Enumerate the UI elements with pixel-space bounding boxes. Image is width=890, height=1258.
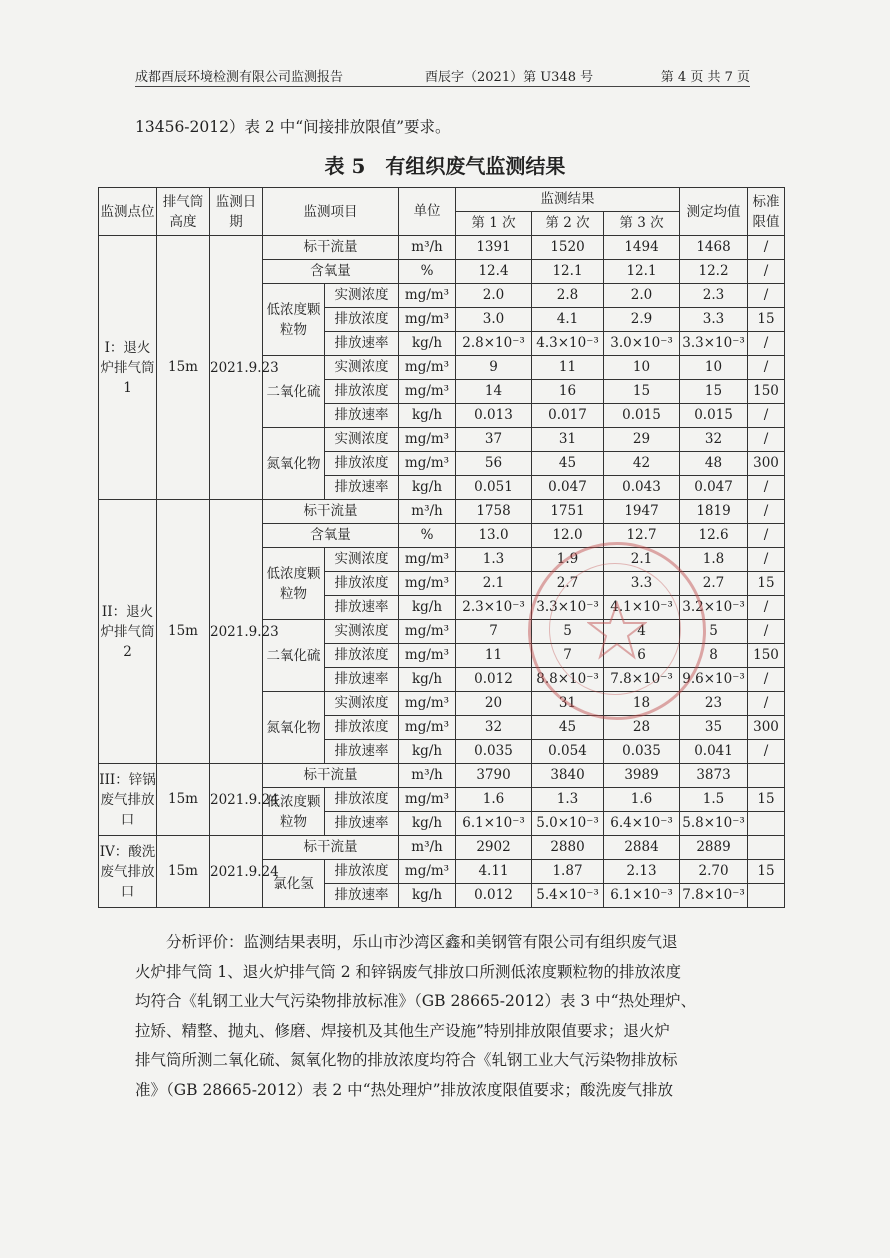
value-average: 5.8×10⁻³ <box>680 812 748 836</box>
header-rule <box>135 86 750 87</box>
subitem-measured: 实测浓度 <box>325 548 399 572</box>
table-title: 表 5 有组织废气监测结果 <box>324 154 566 178</box>
value-run2: 0.017 <box>532 404 604 428</box>
value-average: 2889 <box>680 836 748 860</box>
value-limit <box>748 836 785 860</box>
pollutant-nox: 氮氧化物 <box>263 428 325 500</box>
subitem-emission: 排放浓度 <box>325 572 399 596</box>
value-limit: / <box>748 332 785 356</box>
subitem-measured: 实测浓度 <box>325 356 399 380</box>
value-run2: 12.0 <box>532 524 604 548</box>
subitem-emission: 排放浓度 <box>325 716 399 740</box>
value-run3: 29 <box>604 428 680 452</box>
value-run2: 1.3 <box>532 788 604 812</box>
value-average: 0.047 <box>680 476 748 500</box>
value-run3: 28 <box>604 716 680 740</box>
value-average: 15 <box>680 380 748 404</box>
value-run2: 3840 <box>532 764 604 788</box>
value-run3: 1.6 <box>604 788 680 812</box>
point-name: III：锌锅废气排放口 <box>99 764 157 836</box>
value-run1: 1.3 <box>456 548 532 572</box>
value-run1: 14 <box>456 380 532 404</box>
point-name: II：退火炉排气筒 2 <box>99 500 157 764</box>
value-limit: 150 <box>748 644 785 668</box>
value-run2: 5.4×10⁻³ <box>532 884 604 908</box>
value-run1: 1.6 <box>456 788 532 812</box>
value-average: 3.3 <box>680 308 748 332</box>
header-run-2: 第 2 次 <box>532 212 604 236</box>
unit-cell: % <box>399 260 456 284</box>
value-average: 0.015 <box>680 404 748 428</box>
value-average: 2.3 <box>680 284 748 308</box>
unit-cell: m³/h <box>399 236 456 260</box>
header-height: 排气筒高度 <box>157 188 210 236</box>
value-run1: 37 <box>456 428 532 452</box>
value-average: 8 <box>680 644 748 668</box>
subitem-rate: 排放速率 <box>325 596 399 620</box>
unit-cell: kg/h <box>399 812 456 836</box>
subitem-measured: 实测浓度 <box>325 428 399 452</box>
value-average: 1468 <box>680 236 748 260</box>
point-name: IV：酸洗废气排放口 <box>99 836 157 908</box>
value-limit: 300 <box>748 452 785 476</box>
value-limit: / <box>748 548 785 572</box>
value-limit: 15 <box>748 788 785 812</box>
unit-cell: kg/h <box>399 404 456 428</box>
value-limit: / <box>748 404 785 428</box>
value-limit: 300 <box>748 716 785 740</box>
header-company: 成都酉辰环境检测有限公司监测报告 <box>135 70 344 85</box>
value-run1: 0.013 <box>456 404 532 428</box>
value-limit: 15 <box>748 308 785 332</box>
value-run3: 7.8×10⁻³ <box>604 668 680 692</box>
value-average: 1.8 <box>680 548 748 572</box>
value-run2: 12.1 <box>532 260 604 284</box>
value-run2: 31 <box>532 428 604 452</box>
value-run3: 4 <box>604 620 680 644</box>
value-run3: 6 <box>604 644 680 668</box>
value-average: 9.6×10⁻³ <box>680 668 748 692</box>
value-run3: 6.1×10⁻³ <box>604 884 680 908</box>
value-limit: / <box>748 236 785 260</box>
value-run1: 2.1 <box>456 572 532 596</box>
value-run3: 2.1 <box>604 548 680 572</box>
value-average: 3.3×10⁻³ <box>680 332 748 356</box>
header-run-1: 第 1 次 <box>456 212 532 236</box>
value-average: 0.041 <box>680 740 748 764</box>
value-run3: 0.043 <box>604 476 680 500</box>
value-run3: 6.4×10⁻³ <box>604 812 680 836</box>
point-height: 15m <box>157 764 210 836</box>
pollutant-pm: 低浓度颗粒物 <box>263 788 325 836</box>
pollutant-hcl: 氯化氢 <box>263 860 325 908</box>
value-run1: 4.11 <box>456 860 532 884</box>
value-average: 5 <box>680 620 748 644</box>
value-average: 7.8×10⁻³ <box>680 884 748 908</box>
unit-cell: kg/h <box>399 476 456 500</box>
point-name: I：退火炉排气筒 1 <box>99 236 157 500</box>
analysis-line: 均符合《轧钢工业大气污染物排放标准》（GB 28665-2012）表 3 中“热处理炉、 <box>135 992 697 1010</box>
value-limit: / <box>748 524 785 548</box>
value-limit: / <box>748 620 785 644</box>
value-run3: 15 <box>604 380 680 404</box>
header-report-number: 酉辰字（2021）第 U348 号 <box>425 70 594 85</box>
value-run3: 1947 <box>604 500 680 524</box>
header-average: 测定均值 <box>680 188 748 236</box>
subitem-emission: 排放浓度 <box>325 380 399 404</box>
value-run3: 12.1 <box>604 260 680 284</box>
value-limit <box>748 764 785 788</box>
header-point: 监测点位 <box>99 188 157 236</box>
value-run3: 3.3 <box>604 572 680 596</box>
analysis-line: 火炉排气筒 1、退火炉排气筒 2 和锌锅废气排放口所测低浓度颗粒物的排放浓度 <box>135 962 682 981</box>
value-average: 48 <box>680 452 748 476</box>
value-run3: 18 <box>604 692 680 716</box>
unit-cell: mg/m³ <box>399 308 456 332</box>
unit-cell: mg/m³ <box>399 692 456 716</box>
value-run1: 6.1×10⁻³ <box>456 812 532 836</box>
value-run2: 11 <box>532 356 604 380</box>
unit-cell: % <box>399 524 456 548</box>
value-run1: 0.051 <box>456 476 532 500</box>
intro-line: 13456-2012）表 2 中“间接排放限值”要求。 <box>135 118 451 136</box>
value-run2: 45 <box>532 452 604 476</box>
value-limit: / <box>748 740 785 764</box>
subitem-measured: 实测浓度 <box>325 692 399 716</box>
item-flow: 标干流量 <box>263 836 399 860</box>
point-height: 15m <box>157 236 210 500</box>
value-run1: 13.0 <box>456 524 532 548</box>
subitem-rate: 排放速率 <box>325 668 399 692</box>
value-run2: 2880 <box>532 836 604 860</box>
unit-cell: mg/m³ <box>399 860 456 884</box>
header-date: 监测日期 <box>210 188 263 236</box>
value-limit: 150 <box>748 380 785 404</box>
pollutant-nox: 氮氧化物 <box>263 692 325 764</box>
value-run2: 7 <box>532 644 604 668</box>
value-run2: 31 <box>532 692 604 716</box>
unit-cell: mg/m³ <box>399 788 456 812</box>
unit-cell: mg/m³ <box>399 572 456 596</box>
value-run1: 7 <box>456 620 532 644</box>
unit-cell: kg/h <box>399 668 456 692</box>
item-flow: 标干流量 <box>263 500 399 524</box>
value-run2: 2.7 <box>532 572 604 596</box>
value-run2: 5 <box>532 620 604 644</box>
value-average: 1819 <box>680 500 748 524</box>
item-flow: 标干流量 <box>263 236 399 260</box>
item-oxygen: 含氧量 <box>263 524 399 548</box>
point-date: 2021.9.23 <box>210 500 263 764</box>
unit-cell: kg/h <box>399 332 456 356</box>
value-average: 3.2×10⁻³ <box>680 596 748 620</box>
subitem-rate: 排放速率 <box>325 404 399 428</box>
value-average: 2.7 <box>680 572 748 596</box>
subitem-rate: 排放速率 <box>325 812 399 836</box>
unit-cell: mg/m³ <box>399 284 456 308</box>
header-run-3: 第 3 次 <box>604 212 680 236</box>
unit-cell: mg/m³ <box>399 620 456 644</box>
value-run3: 0.035 <box>604 740 680 764</box>
value-limit: / <box>748 476 785 500</box>
value-run2: 4.3×10⁻³ <box>532 332 604 356</box>
header-results: 监测结果 <box>456 188 680 212</box>
unit-cell: mg/m³ <box>399 380 456 404</box>
value-run3: 0.015 <box>604 404 680 428</box>
unit-cell: kg/h <box>399 740 456 764</box>
pollutant-pm: 低浓度颗粒物 <box>263 284 325 356</box>
value-run2: 1.87 <box>532 860 604 884</box>
value-run1: 9 <box>456 356 532 380</box>
unit-cell: mg/m³ <box>399 428 456 452</box>
pollutant-so2: 二氧化硫 <box>263 356 325 428</box>
value-average: 2.70 <box>680 860 748 884</box>
subitem-rate: 排放速率 <box>325 740 399 764</box>
value-average: 35 <box>680 716 748 740</box>
value-run3: 3989 <box>604 764 680 788</box>
analysis-line: 准》（GB 28665-2012）表 2 中“热处理炉”排放浓度限值要求；酸洗废气排放 <box>135 1080 674 1099</box>
value-run2: 2.8 <box>532 284 604 308</box>
value-limit: / <box>748 500 785 524</box>
subitem-emission: 排放浓度 <box>325 452 399 476</box>
value-run1: 1758 <box>456 500 532 524</box>
value-average: 1.5 <box>680 788 748 812</box>
analysis-line: 分析评价：监测结果表明，乐山市沙湾区鑫和美钢管有限公司有组织废气退 <box>135 933 678 951</box>
value-run2: 1520 <box>532 236 604 260</box>
unit-cell: mg/m³ <box>399 356 456 380</box>
subitem-measured: 实测浓度 <box>325 620 399 644</box>
value-run1: 0.035 <box>456 740 532 764</box>
value-run2: 4.1 <box>532 308 604 332</box>
value-run3: 10 <box>604 356 680 380</box>
value-run1: 2.8×10⁻³ <box>456 332 532 356</box>
value-average: 10 <box>680 356 748 380</box>
point-date: 2021.9.23 <box>210 236 263 500</box>
subitem-emission: 排放浓度 <box>325 788 399 812</box>
value-run3: 2884 <box>604 836 680 860</box>
value-run3: 3.0×10⁻³ <box>604 332 680 356</box>
value-run2: 1.9 <box>532 548 604 572</box>
value-run3: 4.1×10⁻³ <box>604 596 680 620</box>
value-limit: / <box>748 428 785 452</box>
unit-cell: m³/h <box>399 764 456 788</box>
value-limit: / <box>748 668 785 692</box>
unit-cell: mg/m³ <box>399 452 456 476</box>
value-run3: 2.0 <box>604 284 680 308</box>
subitem-rate: 排放速率 <box>325 476 399 500</box>
item-oxygen: 含氧量 <box>263 260 399 284</box>
value-run1: 3790 <box>456 764 532 788</box>
subitem-rate: 排放速率 <box>325 332 399 356</box>
value-run2: 5.0×10⁻³ <box>532 812 604 836</box>
header-limit: 标准限值 <box>748 188 785 236</box>
emission-results-table <box>98 187 785 908</box>
unit-cell: kg/h <box>399 596 456 620</box>
analysis-paragraph <box>135 928 755 1105</box>
header-unit: 单位 <box>399 188 456 236</box>
point-height: 15m <box>157 500 210 764</box>
value-run1: 3.0 <box>456 308 532 332</box>
value-run1: 32 <box>456 716 532 740</box>
value-run3: 2.9 <box>604 308 680 332</box>
header-page-number: 第 4 页 共 7 页 <box>660 70 750 85</box>
unit-cell: m³/h <box>399 500 456 524</box>
value-limit <box>748 812 785 836</box>
value-run1: 11 <box>456 644 532 668</box>
unit-cell: mg/m³ <box>399 716 456 740</box>
subitem-emission: 排放浓度 <box>325 308 399 332</box>
value-run3: 12.7 <box>604 524 680 548</box>
value-limit: 15 <box>748 572 785 596</box>
analysis-line: 拉矫、精整、抛丸、修磨、焊接机及其他生产设施”特别排放限值要求；退火炉 <box>135 1021 670 1040</box>
value-limit: / <box>748 260 785 284</box>
pollutant-so2: 二氧化硫 <box>263 620 325 692</box>
value-run1: 2902 <box>456 836 532 860</box>
value-run3: 1494 <box>604 236 680 260</box>
value-run2: 0.054 <box>532 740 604 764</box>
value-run1: 20 <box>456 692 532 716</box>
value-run2: 0.047 <box>532 476 604 500</box>
value-average: 3873 <box>680 764 748 788</box>
value-run1: 1391 <box>456 236 532 260</box>
page-header <box>135 64 750 88</box>
unit-cell: mg/m³ <box>399 644 456 668</box>
analysis-line: 排气筒所测二氧化硫、氮氧化物的排放浓度均符合《轧钢工业大气污染物排放标 <box>135 1051 678 1069</box>
subitem-measured: 实测浓度 <box>325 284 399 308</box>
value-average: 12.2 <box>680 260 748 284</box>
value-run3: 2.13 <box>604 860 680 884</box>
value-limit <box>748 884 785 908</box>
value-run2: 1751 <box>532 500 604 524</box>
unit-cell: mg/m³ <box>399 548 456 572</box>
value-average: 32 <box>680 428 748 452</box>
subitem-rate: 排放速率 <box>325 884 399 908</box>
unit-cell: m³/h <box>399 836 456 860</box>
value-limit: / <box>748 284 785 308</box>
value-run1: 12.4 <box>456 260 532 284</box>
header-item: 监测项目 <box>263 188 399 236</box>
value-run2: 45 <box>532 716 604 740</box>
value-run1: 0.012 <box>456 884 532 908</box>
unit-cell: kg/h <box>399 884 456 908</box>
value-run1: 2.0 <box>456 284 532 308</box>
value-run2: 16 <box>532 380 604 404</box>
value-limit: / <box>748 596 785 620</box>
value-run2: 3.3×10⁻³ <box>532 596 604 620</box>
value-run2: 8.8×10⁻³ <box>532 668 604 692</box>
pollutant-pm: 低浓度颗粒物 <box>263 548 325 620</box>
point-date: 2021.9.24 <box>210 836 263 908</box>
value-average: 12.6 <box>680 524 748 548</box>
value-limit: / <box>748 356 785 380</box>
subitem-emission: 排放浓度 <box>325 644 399 668</box>
value-run3: 42 <box>604 452 680 476</box>
value-run1: 56 <box>456 452 532 476</box>
item-flow: 标干流量 <box>263 764 399 788</box>
value-run1: 0.012 <box>456 668 532 692</box>
point-date: 2021.9.24 <box>210 764 263 836</box>
subitem-emission: 排放浓度 <box>325 860 399 884</box>
value-run1: 2.3×10⁻³ <box>456 596 532 620</box>
value-limit: 15 <box>748 860 785 884</box>
point-height: 15m <box>157 836 210 908</box>
value-average: 23 <box>680 692 748 716</box>
value-limit: / <box>748 692 785 716</box>
